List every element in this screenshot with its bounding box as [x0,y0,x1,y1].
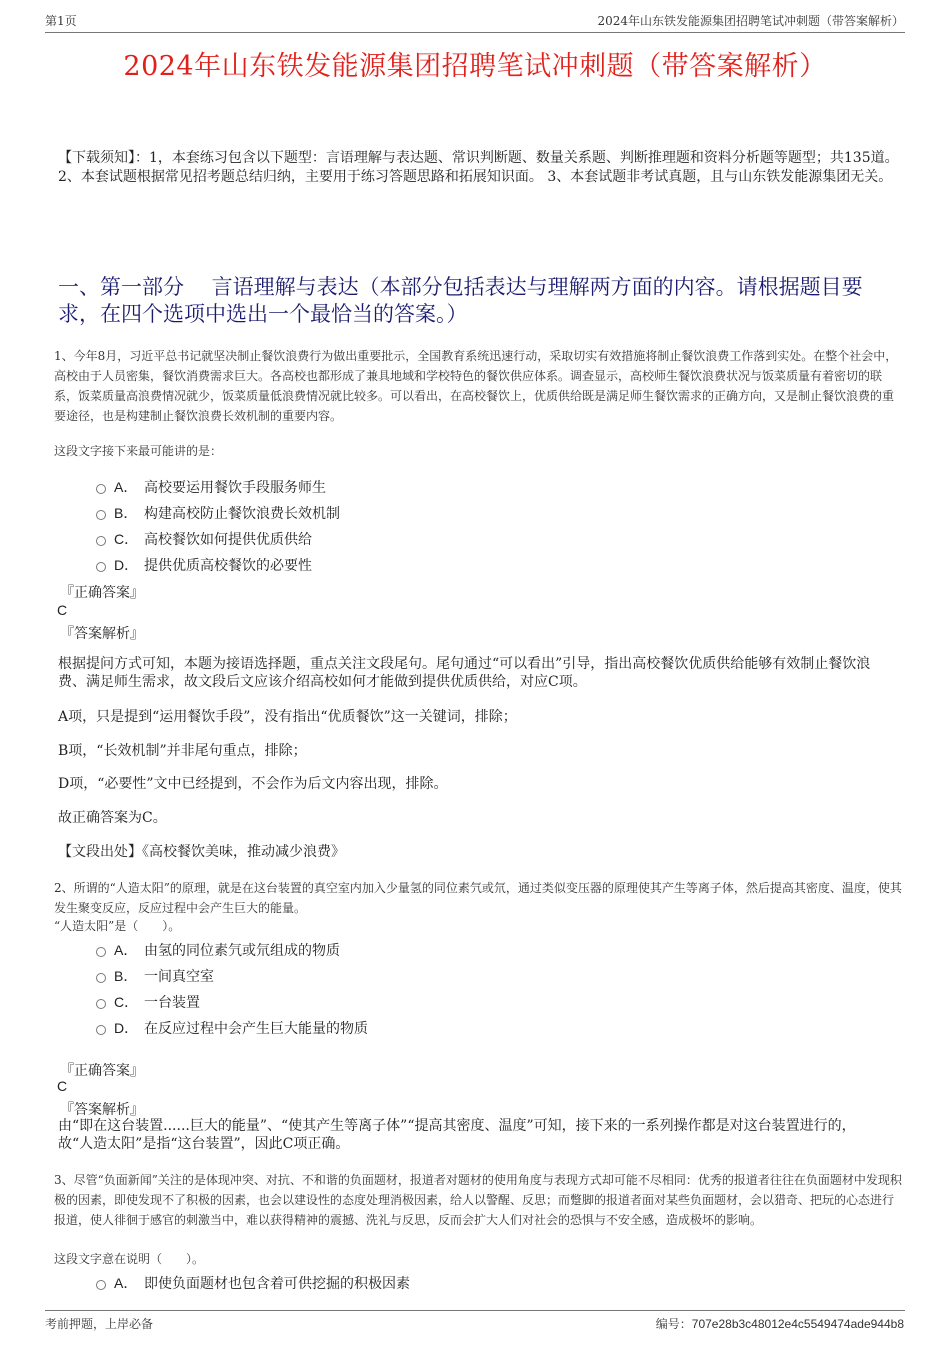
radio-icon[interactable] [96,947,106,957]
document-title: 2024年山东铁发能源集团招聘笔试冲刺题（带答案解析） [123,51,827,82]
question-1-analysis-a: A项，只是提到“运用餐饮手段”，没有指出“优质餐饮”这一关键词，排除； [58,709,517,725]
question-3-ask: 这段文字意在说明（ ）。 [54,1252,205,1266]
question-1-source: 【文段出处】《高校餐饮美味，推动减少浪费》 [58,844,345,860]
question-2-stem: 2、所谓的“人造太阳”的原理，就是在这台装置的真空室内加入少量氢的同位素氕或氘，通过类似变压器的原理使其产生等离子体，然后提高其密度、温度，使其发生聚变反应，反应过程中会产生巨大的能量。 [54,881,902,915]
analysis-label: 『答案解析』 [60,1102,144,1118]
question-1-answer: C [57,602,68,618]
question-2-option-c[interactable]: C． 一台装置 [96,992,200,1012]
question-2-analysis: 由“即在这台装置......巨大的能量”、“使其产生等离子体”“提高其密度、温度”可知，接下来的一系列操作都是对这台装置进行的，故“人造太阳”是指“这台装置”，因此C项正确。 [58,1118,856,1152]
header-divider [45,32,905,33]
radio-icon[interactable] [96,510,106,520]
page-number: 第1页 [45,14,77,28]
question-1-analysis-b: B项，“长效机制”并非尾句重点，排除； [58,743,307,759]
download-notice: 【下载须知】：1，本套练习包含以下题型：言语理解与表达题、常识判断题、数量关系题、判断推理题和资料分析题等题型；共135道。 2、本套试题根据常见招考题总结归纳，主要用于练习答题思路和拓展知识面。 3、本套试题非考试真题，且与山东铁发能源集团无关。 [58,150,899,185]
question-1-stem: 1、今年8月，习近平总书记就坚决制止餐饮浪费行为做出重要批示，全国教育系统迅速行动，采取切实有效措施将制止餐饮浪费工作落到实处。在整个社会中，高校由于人员密集，餐饮消费需求巨大。各高校也都形成了兼具地域和学校特色的餐饮供应体系。调查显示，高校师生餐饮浪费状况与饭菜质量有着密切的联系，饭菜质量高浪费情况就少，饭菜质量低浪费情况就比较多。可以看出，在高校餐饮上，优质供给既是满足师生餐饮需求的正确方向，又是制止餐饮浪费的重要途径，也是构建制止餐饮浪费长效机制的重要内容。 [54,349,898,423]
radio-icon[interactable] [96,536,106,546]
radio-icon[interactable] [96,484,106,494]
question-2-answer: C [57,1078,68,1094]
question-1-option-a[interactable]: A． 高校要运用餐饮手段服务师生 [96,477,326,497]
question-1-option-d[interactable]: D． 提供优质高校餐饮的必要性 [96,555,312,575]
radio-icon[interactable] [96,1280,106,1290]
correct-answer-label: 『正确答案』 [60,1063,144,1079]
question-1-ask: 这段文字接下来最可能讲的是： [54,444,223,458]
question-3-stem: 3、尽管“负面新闻”关注的是体现冲突、对抗、不和谐的负面题材，报道者对题材的使用角度与表现方式却可能不尽相同：优秀的报道者往往在负面题材中发现积极的因素，即使发现不了积极的因素，也会以建设性的态度处理消极因素，给人以警醒、反思；而蹩脚的报道者面对某些负面题材，会以猎奇、把玩的心态进行报道，使人徘徊于感官的刺激当中，难以获得精神的震撼、洗礼与反思，反而会扩大人们对社会的恐惧与不安全感，造成极坏的影响。 [54,1173,902,1227]
footer-divider [45,1310,905,1311]
question-1-analysis-d: D项，“必要性”文中已经提到，不会作为后文内容出现，排除。 [58,776,448,792]
question-1-option-c[interactable]: C． 高校餐饮如何提供优质供给 [96,529,312,549]
footer-code: 编号：707e28b3c48012e4c5549474ade944b8 [655,1317,904,1331]
section-title: 一、第一部分 言语理解与表达（本部分包括表达与理解两方面的内容。请根据题目要求，在四个选项中选出一个最恰当的答案。） [58,275,863,326]
footer-slogan: 考前押题，上岸必备 [45,1317,154,1331]
question-2-option-d[interactable]: D． 在反应过程中会产生巨大能量的物质 [96,1018,368,1038]
radio-icon[interactable] [96,999,106,1009]
question-2-option-b[interactable]: B． 一间真空室 [96,966,214,986]
correct-answer-label: 『正确答案』 [60,585,144,601]
radio-icon[interactable] [96,973,106,983]
question-2-ask: “人造太阳”是（ ）。 [54,919,181,933]
radio-icon[interactable] [96,1025,106,1035]
question-1-conclusion: 故正确答案为C。 [58,810,167,826]
analysis-label: 『答案解析』 [60,626,144,642]
running-header-title: 2024年山东铁发能源集团招聘笔试冲刺题（带答案解析） [597,14,904,28]
question-1-option-b[interactable]: B． 构建高校防止餐饮浪费长效机制 [96,503,340,523]
question-1-analysis-main: 根据提问方式可知，本题为接语选择题，重点关注文段尾句。尾句通过“可以看出”引导，指出高校餐饮优质供给能够有效制止餐饮浪费、满足师生需求，故文段后文应该介绍高校如何才能做到提供优质供给，对应C项。 [58,656,871,690]
radio-icon[interactable] [96,562,106,572]
question-2-option-a[interactable]: A． 由氢的同位素氕或氘组成的物质 [96,940,340,960]
question-3-option-a[interactable]: A． 即使负面题材也包含着可供挖掘的积极因素 [96,1273,410,1293]
